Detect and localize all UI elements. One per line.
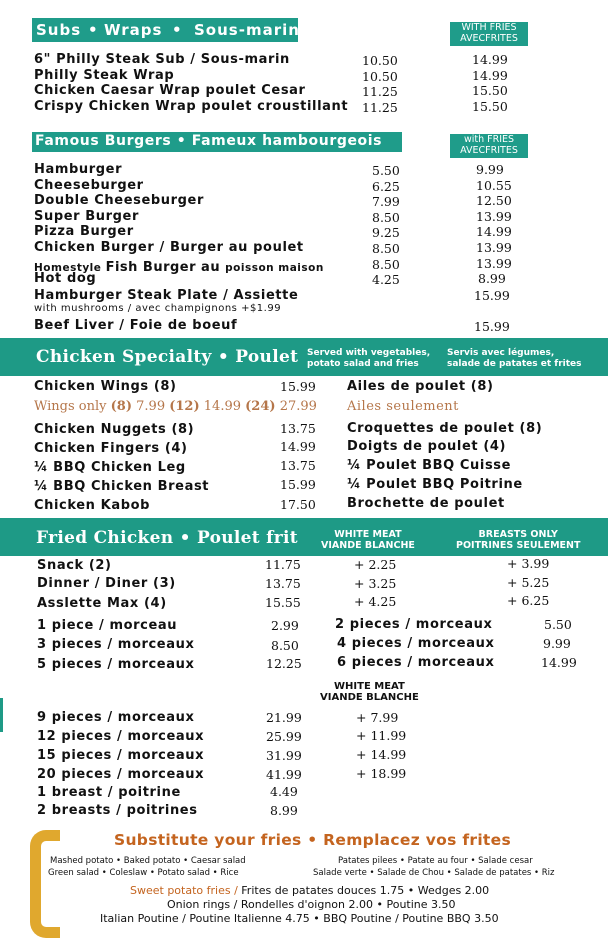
menu-item-white-upcharge: + 18.99 [356, 766, 407, 781]
menu-item-price: 25.99 [266, 729, 302, 744]
menu-item-price: 8.50 [372, 210, 400, 225]
menu-item-name: Snack (2) [37, 558, 112, 573]
menu-item-name: 3 pieces / morceaux [37, 637, 195, 652]
menu-item-price: 11.75 [265, 557, 301, 572]
menu-item-price: 14.99 [541, 655, 577, 670]
menu-item-fries-price: 15.50 [472, 99, 508, 114]
menu-item-breast-upcharge: + 5.25 [507, 575, 550, 590]
menu-item-name: 6" Philly Steak Sub / Sous-marin [34, 52, 290, 67]
fried-col-breast: BREASTS ONLY POITRINES SEULEMENT [456, 529, 581, 551]
menu-item-name: Crispy Chicken Wrap poulet croustillant [34, 99, 349, 114]
sweet-potato-fr: Frites de patates douces 1.75 • Wedges 2.00 [241, 884, 490, 897]
white-meat-label: WHITE MEAT VIANDE BLANCHE [320, 681, 419, 703]
fish-burger-prefix: Homestyle [34, 262, 106, 274]
menu-item-name: Chicken Kabob [34, 498, 151, 513]
menu-item-white-upcharge: + 3.25 [354, 576, 397, 591]
menu-item-price: 11.25 [362, 84, 398, 99]
subs-sep-1: • [88, 21, 99, 39]
menu-item-fries-price: 14.99 [472, 52, 508, 67]
menu-item-price: 4.25 [372, 272, 400, 287]
chicken-specialty-band [0, 338, 608, 376]
menu-item-name: Double Cheeseburger [34, 193, 204, 208]
menu-item-name-fr: Croquettes de poulet (8) [347, 421, 543, 436]
substitute-line5: Italian Poutine / Poutine Italienne 4.75 • BBQ Poutine / Poutine BBQ 3.50 [100, 912, 499, 925]
wings-price-8: 7.99 [136, 399, 166, 414]
menu-item-price: 6.25 [372, 179, 400, 194]
menu-item-price: 2.99 [271, 618, 299, 633]
fried-col-white: WHITE MEAT VIANDE BLANCHE [321, 529, 415, 551]
menu-item-price: 11.25 [362, 100, 398, 115]
menu-item-name: ¼ BBQ Chicken Leg [34, 460, 186, 475]
menu-item-price: 17.50 [280, 497, 316, 512]
menu-item-price: 9.99 [543, 636, 571, 651]
menu-item-name: Chicken Nuggets (8) [34, 422, 195, 437]
menu-item-price: 15.99 [280, 477, 316, 492]
wings-price-12: 14.99 [203, 399, 241, 414]
menu-item-name: Hamburger [34, 162, 123, 177]
menu-item-fries-price: 13.99 [476, 209, 512, 224]
burgers-header: Famous Burgers • Fameux hambourgeois [32, 132, 402, 152]
menu-item-name: Chicken Fingers (4) [34, 441, 188, 456]
menu-item-white-upcharge: + 2.25 [354, 557, 397, 572]
menu-item-name: 1 piece / morceau [37, 618, 178, 633]
wings-qty-8: (8) [110, 399, 132, 414]
menu-item-price: 5.50 [544, 617, 572, 632]
menu-item-price: 13.75 [280, 458, 316, 473]
fried-chicken-band [0, 518, 608, 556]
substitute-en-line2: Green salad • Coleslaw • Potato salad • Rice [48, 868, 239, 878]
wings-only-fr: Ailes seulement [347, 399, 459, 414]
menu-item-name: 9 pieces / morceaux [37, 710, 195, 725]
menu-item-white-upcharge: + 11.99 [356, 728, 407, 743]
wings-qty-24: (24) [245, 399, 276, 414]
menu-item-price: 31.99 [266, 748, 302, 763]
subs-sep-2: • [172, 21, 183, 39]
menu-item-price: 8.50 [372, 257, 400, 272]
menu-item-name: 4 pieces / morceaux [337, 636, 495, 651]
wings-only-line [34, 399, 317, 414]
menu-item-fries-price: 9.99 [476, 162, 504, 177]
subs-fries-label: WITH FRIES AVECFRITES [450, 22, 528, 46]
menu-item-white-upcharge: + 7.99 [356, 710, 399, 725]
menu-item-fries-price: 15.50 [472, 83, 508, 98]
menu-item-price: 8.50 [372, 241, 400, 256]
menu-item-name: 2 pieces / morceaux [335, 617, 493, 632]
menu-item-name: 15 pieces / morceaux [37, 748, 205, 763]
substitute-fr-line2: Salade verte • Salade de Chou • Salade de patates • Riz [313, 868, 555, 878]
menu-item-price: 15.55 [265, 595, 301, 610]
menu-item-name: Cheeseburger [34, 178, 144, 193]
menu-item-price: 15.99 [280, 379, 316, 394]
menu-item-fries-price: 10.55 [476, 178, 512, 193]
menu-item-name: 2 breasts / poitrines [37, 803, 198, 818]
menu-item-name: 5 pieces / morceaux [37, 657, 195, 672]
substitute-line4: Onion rings / Rondelles d'oignon 2.00 • Poutine 3.50 [167, 898, 456, 911]
menu-item-name-fr: ¼ Poulet BBQ Cuisse [347, 458, 512, 473]
menu-item-name: Beef Liver / Foie de boeuf [34, 318, 238, 333]
menu-item-fries-price: 12.50 [476, 193, 512, 208]
menu-item-price: 8.50 [271, 638, 299, 653]
menu-item-name: Dinner / Diner (3) [37, 576, 176, 591]
menu-item-name: Pizza Burger [34, 224, 134, 239]
menu-item-price: 4.49 [270, 784, 298, 799]
menu-item-price: 5.50 [372, 163, 400, 178]
menu-item-name: ¼ BBQ Chicken Breast [34, 479, 210, 494]
menu-item-name: 6 pieces / morceaux [337, 655, 495, 670]
menu-item-name-fr: Ailes de poulet (8) [347, 379, 494, 394]
menu-item-price: 13.75 [280, 421, 316, 436]
menu-item-name: 20 pieces / morceaux [37, 767, 205, 782]
menu-item-price: 13.75 [265, 576, 301, 591]
chicken-specialty-note-en: Served with vegetables, potato salad and fries [307, 348, 431, 369]
menu-item-fries-price: 15.99 [474, 319, 510, 334]
wings-price-24: 27.99 [279, 399, 317, 414]
menu-item-breast-upcharge: + 3.99 [507, 556, 550, 571]
menu-item-fries-price: 8.99 [478, 271, 506, 286]
subs-title-subs: Subs [36, 21, 82, 39]
menu-item-fries-price: 14.99 [472, 68, 508, 83]
chicken-specialty-title: Chicken Specialty • Poulet [36, 347, 299, 367]
menu-item-name: Chicken Caesar Wrap poulet Cesar [34, 83, 306, 98]
subs-title-wraps: Wraps [104, 21, 163, 39]
menu-item-name-fr: Doigts de poulet (4) [347, 439, 507, 454]
substitute-title: Substitute your fries • Remplacez vos frites [114, 831, 511, 849]
subs-header [32, 18, 298, 42]
menu-item-breast-upcharge: + 6.25 [507, 593, 550, 608]
menu-item-white-upcharge: + 4.25 [354, 594, 397, 609]
gold-bracket-decoration [30, 830, 60, 938]
substitute-line3 [130, 884, 489, 897]
wings-qty-12: (12) [169, 399, 200, 414]
menu-item-subtext: with mushrooms / avec champignons +$1.99 [34, 303, 282, 314]
menu-item-price: 9.25 [372, 225, 400, 240]
menu-item-name: Hot dog [34, 271, 97, 286]
fried-chicken-title: Fried Chicken • Poulet frit [36, 528, 298, 548]
substitute-en-line1: Mashed potato • Baked potato • Caesar salad [50, 856, 246, 866]
chicken-specialty-note-fr: Servis avec légumes, salade de patates et frites [447, 348, 582, 369]
menu-item-white-upcharge: + 14.99 [356, 747, 407, 762]
menu-item-fries-price: 15.99 [474, 288, 510, 303]
burgers-fries-label: with FRIES AVECFRITES [450, 134, 528, 158]
menu-item-fries-price: 13.99 [476, 240, 512, 255]
menu-item-name-fr: ¼ Poulet BBQ Poitrine [347, 477, 523, 492]
menu-item-price: 7.99 [372, 194, 400, 209]
menu-item-name: 1 breast / poitrine [37, 785, 181, 800]
menu-item-price: 41.99 [266, 767, 302, 782]
fish-burger-suffix: poisson maison [225, 262, 324, 274]
menu-item-price: 12.25 [266, 656, 302, 671]
menu-item-name: Hamburger Steak Plate / Assiette [34, 288, 299, 303]
menu-item-price: 21.99 [266, 710, 302, 725]
menu-item-price: 10.50 [362, 69, 398, 84]
wings-only-label: Wings only [34, 399, 107, 414]
menu-item-name: Chicken Wings (8) [34, 379, 177, 394]
menu-item-price: 14.99 [280, 439, 316, 454]
menu-item-name: Chicken Burger / Burger au poulet [34, 240, 304, 255]
menu-item-name: Super Burger [34, 209, 139, 224]
menu-item-fries-price: 14.99 [476, 224, 512, 239]
subs-title-sousmarin: Sous-marin [194, 21, 300, 39]
menu-item-price: 10.50 [362, 53, 398, 68]
sweet-potato-en: Sweet potato fries / [130, 884, 242, 897]
menu-item-name: Philly Steak Wrap [34, 68, 175, 83]
menu-item-fries-price: 13.99 [476, 256, 512, 271]
menu-item-name: Asslette Max (4) [37, 596, 167, 611]
edge-accent [0, 698, 3, 732]
menu-item-name: 12 pieces / morceaux [37, 729, 205, 744]
menu-item-name-fr: Brochette de poulet [347, 496, 505, 511]
substitute-fr-line1: Patates pilees • Patate au four • Salade cesar [338, 856, 533, 866]
fish-burger-main: Fish Burger au [105, 260, 226, 275]
menu-item-price: 8.99 [270, 803, 298, 818]
